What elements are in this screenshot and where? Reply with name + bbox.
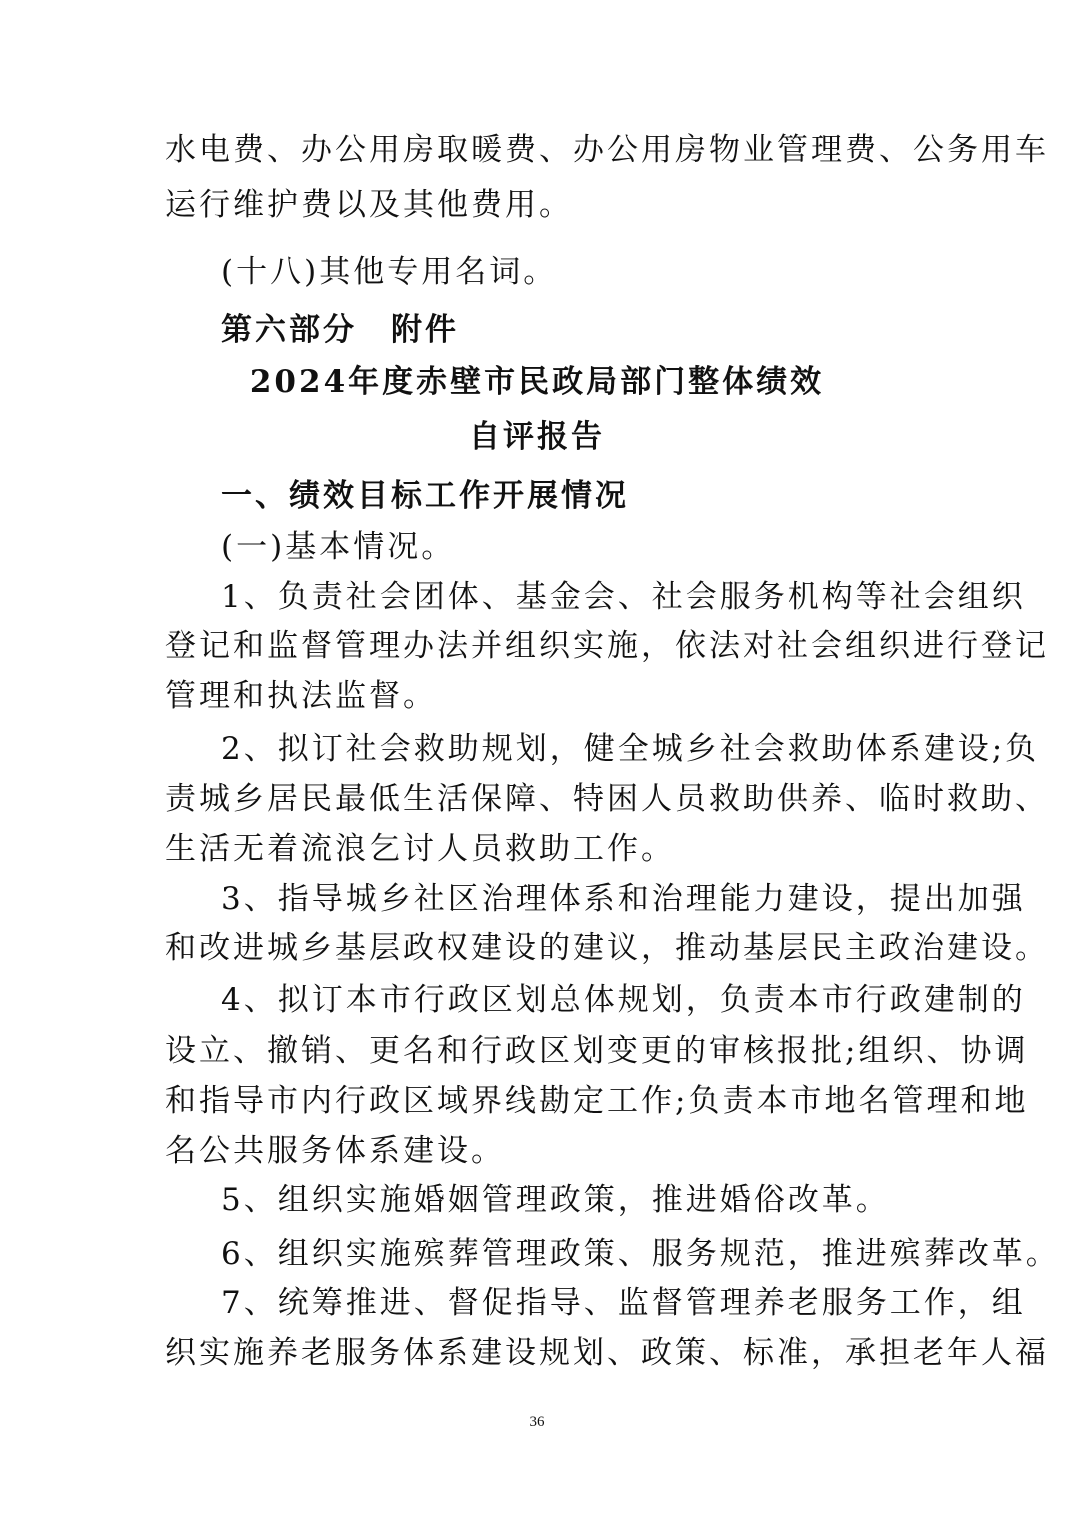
paragraph-4-cont: 和指导市内行政区域界线勘定工作;负责本市地名管理和地 [165,1083,1029,1119]
page-number: 36 [529,1414,545,1430]
part-heading: 第六部分 附件 [221,312,459,348]
paragraph-1-cont: 登记和监督管理办法并组织实施，依法对社会组织进行登记 [165,628,1049,664]
body-text-line: 运行维护费以及其他费用。 [165,187,573,223]
paragraph-2-cont: 责城乡居民最低生活保障、特困人员救助供养、临时救助、 [165,781,1049,817]
paragraph-1: 1、负责社会团体、基金会、社会服务机构等社会组织 [221,579,1026,615]
paragraph-7-cont: 织实施养老服务体系建设规划、政策、标准，承担老年人福 [165,1335,1049,1371]
report-title-line2: 自评报告 [469,419,605,455]
report-title: 2024年度赤壁市民政局部门整体绩效 [249,364,825,400]
subsection-heading: (一)基本情况。 [221,529,456,565]
paragraph-3: 3、指导城乡社区治理体系和治理能力建设，提出加强 [221,881,1026,917]
paragraph-6: 6、组织实施殡葬管理政策、服务规范，推进殡葬改革。 [221,1236,1060,1272]
body-text-line: 水电费、办公用房取暖费、办公用房物业管理费、公务用车 [165,132,1049,168]
section-item: (十八)其他专用名词。 [221,254,558,290]
paragraph-4-cont: 名公共服务体系建设。 [165,1133,505,1169]
paragraph-2: 2、拟订社会救助规划，健全城乡社会救助体系建设;负 [221,731,1040,767]
paragraph-7: 7、统筹推进、督促指导、监督管理养老服务工作，组 [221,1285,1026,1321]
paragraph-5: 5、组织实施婚姻管理政策，推进婚俗改革。 [221,1182,890,1218]
paragraph-4-cont: 设立、撤销、更名和行政区划变更的审核报批;组织、协调 [165,1033,1029,1069]
paragraph-3-cont: 和改进城乡基层政权建设的建议，推动基层民主政治建设。 [165,930,1049,966]
paragraph-4: 4、拟订本市行政区划总体规划，负责本市行政建制的 [221,982,1026,1018]
section-heading: 一、绩效目标工作开展情况 [221,478,629,514]
paragraph-1-cont: 管理和执法监督。 [165,678,437,714]
paragraph-2-cont: 生活无着流浪乞讨人员救助工作。 [165,831,675,867]
